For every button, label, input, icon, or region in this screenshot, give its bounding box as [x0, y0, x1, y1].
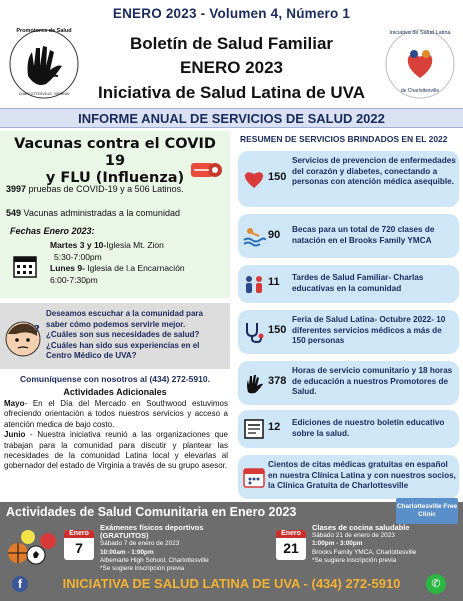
svg-text:?: ?: [34, 324, 40, 335]
calendar-icon: [242, 465, 266, 489]
event2-date-text: Sábado 21 de enero de 2023: [312, 532, 395, 540]
activities-body: [4, 399, 228, 472]
issue-line: ENERO 2023 - Volumen 4, Número 1: [112, 6, 351, 21]
summary-card: [238, 410, 459, 448]
heart-icon: [242, 167, 266, 191]
summary-num: 90: [268, 229, 281, 241]
summary-card: [238, 310, 459, 354]
footer-contact: INICIATIVA DE SALUD LATINA DE UVA - (434) 272-5910: [62, 576, 401, 591]
feedback-line2: ¿Cuáles son sus necesidades de salud?: [46, 330, 200, 339]
iniciativa-logo-sub: de Charlottesville: [400, 88, 440, 94]
event1-month: Enero: [64, 530, 94, 538]
summary-num: 150: [268, 324, 287, 336]
date1-line: [50, 240, 225, 252]
event2: [312, 524, 458, 565]
event1-date: [64, 530, 94, 560]
summary-card: [238, 265, 459, 303]
event2-day: 21: [283, 540, 299, 556]
covid-title-line1: Vacunas contra el COVID 19: [14, 136, 216, 169]
date2-place: Iglesia de l.a Encarnación: [84, 263, 185, 273]
event1: [100, 524, 250, 573]
activity-junio: [4, 430, 228, 472]
date1-place: Iglesia Mt. Zion: [106, 240, 164, 250]
calendar-icon: [12, 253, 38, 279]
swimmer-icon: [242, 224, 266, 248]
annual-report-banner: INFORME ANUAL DE SERVICIOS DE SALUD 2022: [0, 108, 463, 128]
vaccines-text: Vacunas administradas a la comunidad: [21, 208, 180, 218]
family-icon: [242, 272, 266, 296]
covid-tests-stat: [6, 184, 228, 194]
event1-time: 10:00am - 1:00pm: [100, 548, 154, 556]
newsletter-icon: [242, 417, 266, 441]
promotores-logo-sub: CHARLOTTESVILLE, VIRGINIA: [18, 92, 70, 96]
summary-card: [238, 361, 459, 405]
covid-tests-num: 3997: [6, 184, 27, 194]
free-clinic-badge: Charlottesville Free Clinic: [396, 498, 458, 524]
summary-card: [238, 151, 459, 207]
summary-card: [238, 214, 459, 258]
summary-text: Feria de Salud Latina- Octubre 2022- 10 diferentes servicios médicos a más de 150 personas: [292, 315, 446, 346]
sports-balls-icon: [6, 527, 58, 567]
event2-date: [276, 530, 306, 560]
activity-mayo: [4, 399, 228, 430]
summary-title: RESUMEN DE SERVICIOS BRINDADOS EN EL 2022: [240, 134, 448, 144]
summary-num: 12: [268, 421, 281, 433]
virus-icon: [189, 157, 223, 183]
event1-day: 7: [75, 540, 83, 556]
feedback-line1: Deseamos escuchar a la comunidad para saber cómo podemos servirle mejor.: [46, 309, 203, 329]
community-title: Actividades de Salud Comunitaria en Enero 2023: [6, 505, 297, 519]
mayo-label: Mayo: [4, 399, 25, 408]
mayo-text: - En el Día del Mercado en Southwood estuvimos ofreciendo orientación a todos nuestros servicios y acceso a atención medica de bajo costo.: [4, 399, 228, 429]
contact-phone: Comuníquense con nosotros al (434) 272-5910.: [20, 374, 210, 384]
activities-title: Actividades Adicionales: [63, 387, 167, 397]
thinking-person-icon: [4, 320, 42, 358]
summary-num: 150: [268, 171, 287, 183]
summary-num: 11: [268, 276, 280, 288]
summary-card: [238, 455, 459, 499]
event2-month: Enero: [276, 530, 306, 538]
date1-time: 5:30-7:00pm: [54, 251, 102, 262]
whatsapp-icon[interactable]: ✆: [426, 574, 446, 594]
event1-note: *Se sugiere inscripción previa: [100, 565, 185, 573]
vaccines-stat: [6, 208, 228, 218]
event2-time: 1:00pm - 3:00pm: [312, 540, 363, 548]
event1-place: Albemarle High School, Charlottesville: [100, 556, 209, 564]
summary-text: Servicios de prevencion de enfermedades del corazón y diabetes, conectando a personas con atención médica asequible.: [292, 156, 456, 187]
summary-text: Cientos de citas médicas gratuitas en español en nuestra Clínica Latina y con nuestros socios, la Clínica Gratuita de Charlottesville: [268, 460, 456, 491]
summary-text: Becas para un total de 720 clases de natación en el Brooks Family YMCA: [292, 225, 435, 245]
vaccine-dates: [50, 240, 225, 286]
initiative-title: Iniciativa de Salud Latina de UVA: [97, 83, 366, 102]
promotores-logo-text: Promotores de Salud: [16, 28, 72, 34]
summary-text: Ediciones de nuestro boletín educativo sobre la salud.: [292, 418, 445, 438]
event2-title: Clases de cocina saludable: [312, 523, 410, 532]
feedback-text: [46, 309, 226, 362]
event1-date-text: Sábado 7 de enero de 2023: [100, 540, 180, 548]
date2-line: [50, 263, 225, 275]
covid-title-line2: y FLU (Influenza): [45, 170, 185, 186]
date2-day: Lunes 9-: [50, 263, 85, 273]
feedback-line3: ¿Cuáles han sido sus experiencias en el Centro Médico de UVA?: [46, 340, 200, 360]
event2-place: Brooks Family YMCA, Charlottesville: [312, 548, 417, 556]
summary-num: 378: [268, 375, 287, 387]
stethoscope-icon: [242, 320, 266, 344]
dates-label: Fechas Enero 2023:: [10, 226, 95, 236]
bulletin-title: Boletín de Salud Familiar: [129, 34, 334, 53]
vaccines-num: 549: [6, 208, 22, 218]
date1-day: Martes 3 y 10-: [50, 240, 107, 250]
summary-text: Tardes de Salud Familiar- Charlas educativas en la comunidad: [292, 273, 424, 293]
junio-label: Junio: [4, 430, 26, 440]
covid-tests-text: pruebas de COVID-19 y a 506 Latinos.: [26, 184, 184, 194]
facebook-icon[interactable]: f: [12, 576, 28, 592]
bulletin-date: ENERO 2023: [180, 58, 283, 77]
date2-time: 6:00-7:30pm: [50, 274, 98, 285]
event2-note: *Se sugiere inscripción previa: [312, 556, 397, 564]
event1-title: Exámenes físicos deportivos (GRATUITOS): [100, 523, 204, 541]
summary-text: Horas de servicio comunitario y 18 horas de educación a nuestros Promotores de Salud.: [292, 366, 453, 397]
iniciativa-logo-text: Iniciativa de Salud Latina: [389, 30, 451, 36]
hand-icon: [242, 371, 266, 395]
junio-text: - Nuestra iniciativa reunió a las organizaciones que trabajan para la comunidad para discutir y plantear las necesidades de la comunidad Latina local y elevarlas al gobernador del estado de Virginia a través de su grupo asesor.: [4, 430, 228, 471]
